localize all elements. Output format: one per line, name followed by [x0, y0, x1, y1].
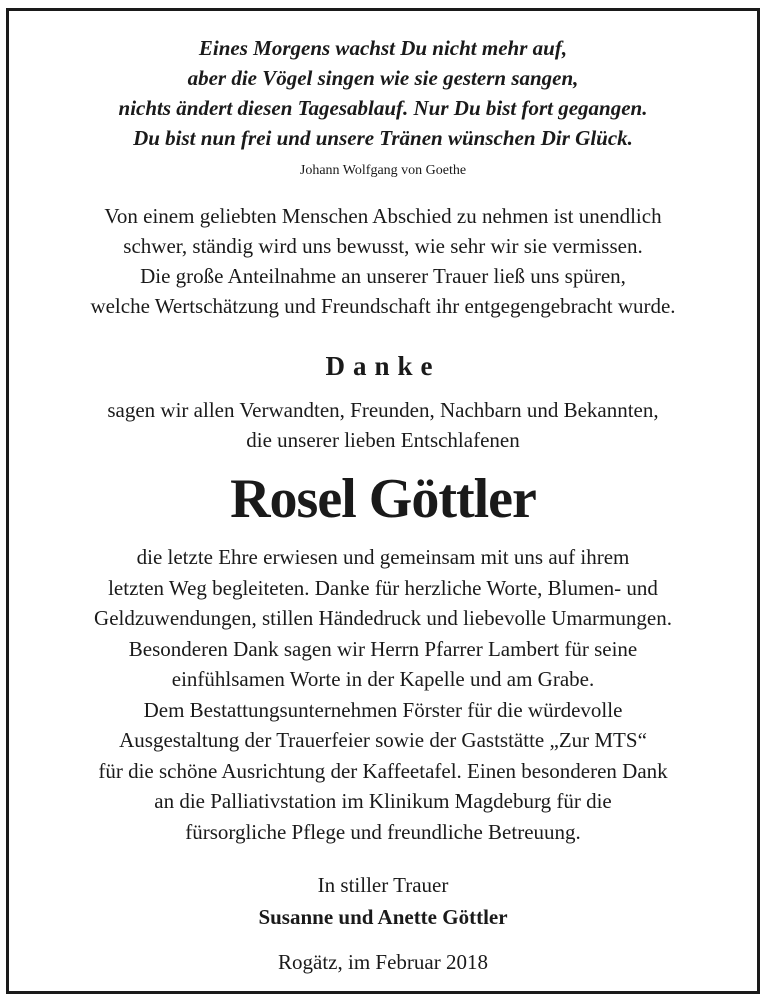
body-line: Geldzuwendungen, stillen Händedruck und liebevolle Umarmungen.: [94, 606, 672, 630]
body-line: an die Palliativstation im Klinikum Magdeburg für die: [154, 789, 612, 813]
body-line: Dem Bestattungsunternehmen Förster für die würdevolle: [143, 697, 623, 722]
body-line: einfühlsamen Worte in der Kapelle und am Grabe.: [171, 667, 595, 691]
intro-paragraph: [9, 201, 757, 321]
intro-line: Von einem geliebten Menschen Abschied zu nehmen ist unendlich: [104, 204, 662, 228]
thanks-line: sagen wir allen Verwandten, Freunden, Nachbarn und Bekannten,: [107, 398, 659, 422]
closing-section: [9, 869, 757, 933]
place-date: Rogätz, im Februar 2018: [278, 950, 488, 974]
goethe-poem: [9, 33, 757, 153]
intro-line: Die große Anteilnahme an unserer Trauer ließ uns spüren,: [140, 264, 626, 288]
body-line: Besonderen Dank sagen wir Herrn Pfarrer Lambert für seine: [128, 636, 638, 661]
poem-author: Johann Wolfgang von Goethe: [299, 163, 467, 178]
body-paragraph: [9, 542, 757, 847]
thanks-line: die unserer lieben Entschlafenen: [246, 428, 520, 452]
deceased-name: Rosel Göttler: [230, 468, 536, 530]
thanks-paragraph: [9, 395, 757, 455]
thanks-heading: Danke: [325, 351, 441, 381]
obituary-notice: [6, 8, 760, 994]
body-line: letzten Weg begleiteten. Danke für herzliche Worte, Blumen- und: [108, 575, 658, 600]
signers: Susanne und Anette Göttler: [258, 905, 508, 929]
poem-line: aber die Vögel singen wie sie gestern sangen,: [187, 66, 579, 90]
body-line: fürsorgliche Pflege und freundliche Betreuung.: [185, 819, 581, 844]
closing-phrase: In stiller Trauer: [317, 873, 449, 897]
intro-line: welche Wertschätzung und Freundschaft ihr entgegengebracht wurde.: [90, 294, 676, 318]
body-line: die letzte Ehre erwiesen und gemeinsam mit uns auf ihrem: [136, 545, 630, 569]
body-line: für die schöne Ausrichtung der Kaffeetafel. Einen besonderen Dank: [98, 758, 668, 783]
poem-line: nichts ändert diesen Tagesablauf. Nur Du bist fort gegangen.: [118, 96, 648, 120]
body-line: Ausgestaltung der Trauerfeier sowie der Gaststätte „Zur MTS“: [119, 728, 647, 752]
intro-line: schwer, ständig wird uns bewusst, wie sehr wir sie vermissen.: [123, 234, 643, 258]
poem-line: Du bist nun frei und unsere Tränen wünschen Dir Glück.: [133, 126, 633, 150]
poem-line: Eines Morgens wachst Du nicht mehr auf,: [198, 36, 568, 60]
